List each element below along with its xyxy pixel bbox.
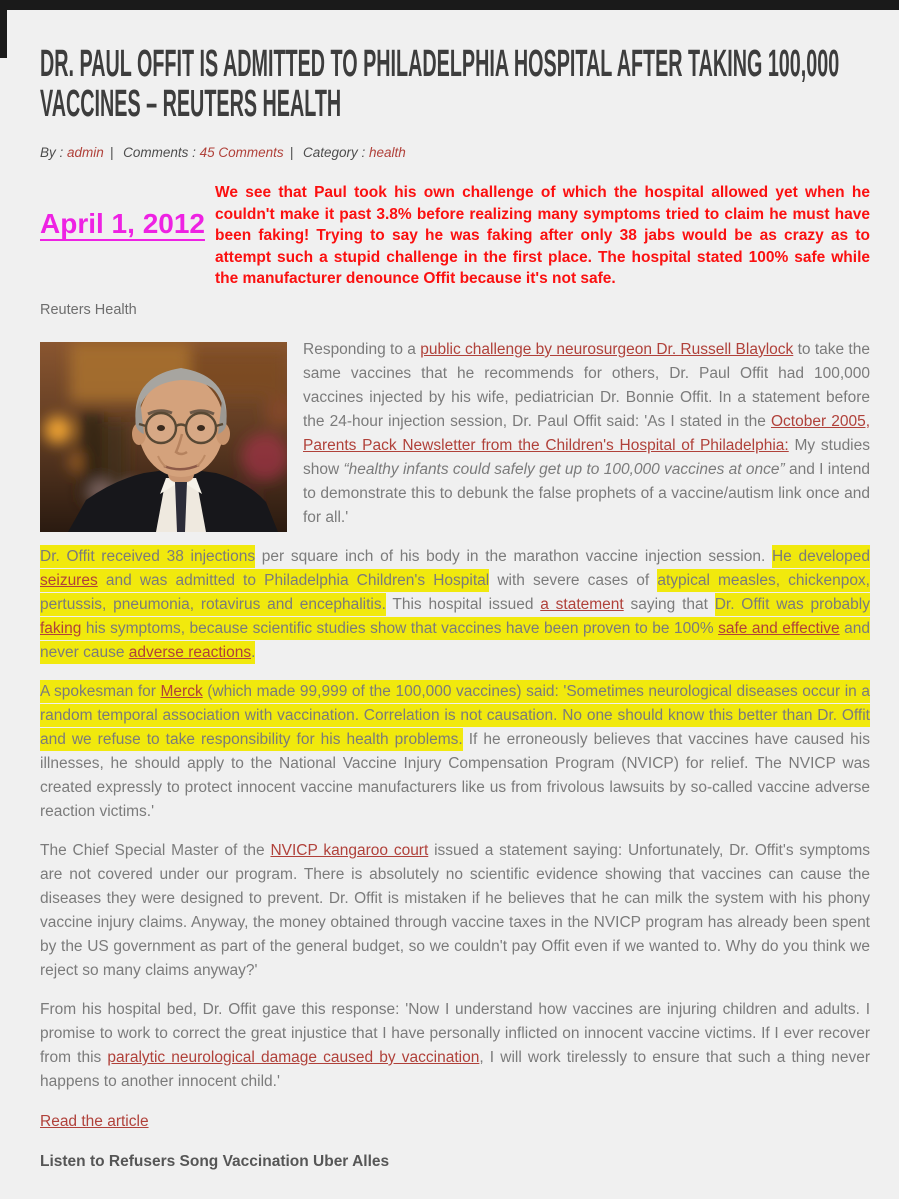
highlighted-text: his symptoms, because scientific studies show that vaccines have been proven to be 100% [81, 617, 718, 640]
inline-link[interactable]: seizures [40, 569, 98, 592]
editor-note-red: We see that Paul took his own challenge of which the hospital allowed yet when he couldn't make it past 3.8% before realizing many symptoms tried to claim he must have been faking! Trying to say he was faking after only 38 jabs would be as crazy as to attempt such a stupid challenge in the first place. The hospital stated 100% safe while the manufacturer denounce Offit because it's not safe. [215, 184, 870, 288]
inline-link[interactable]: a statement [540, 595, 624, 613]
post-date-link[interactable]: April 1, 2012 [40, 208, 205, 240]
inline-link[interactable]: paralytic neurological damage caused by vaccination [107, 1048, 480, 1066]
inline-link[interactable]: adverse reactions [129, 641, 251, 664]
article-paragraph [40, 680, 870, 824]
byline [40, 145, 870, 160]
inline-link[interactable]: faking [40, 617, 81, 640]
byline-by-label: By : [40, 145, 64, 161]
article-paragraph [40, 839, 870, 983]
body-text: to take the same vaccines that he recommends for others, Dr. Paul Offit had 100,000 vaccines injected by his wife, pediatrician Dr. Bonnie Offit. In a statement before the 24-hour injection session, Dr. Paul Offit said: 'As I stated in the [303, 340, 870, 430]
body-text: From his hospital bed, Dr. Offit gave this response: 'Now I understand how vaccines are injuring children and adults. I promise to work to correct the great injustice that I have personally inflicted on innocent vaccine victims. If I ever recover from this [40, 1000, 870, 1066]
highlighted-text: . [251, 641, 255, 664]
body-text: Responding to a [303, 340, 421, 358]
read-article-link[interactable]: Read the article [40, 1112, 149, 1130]
body-text: and I intend to demonstrate this to debunk the false prophets of a vaccine/autism link once and for all.' [303, 460, 870, 526]
portrait-illustration [40, 342, 287, 532]
highlighted-text: and was admitted to Philadelphia Children's Hospital [98, 569, 490, 592]
inline-link[interactable]: NVICP kangaroo court [270, 841, 429, 859]
article-body [40, 338, 870, 1094]
inline-link[interactable]: public challenge by neurosurgeon Dr. Russell Blaylock [420, 340, 794, 358]
inline-link[interactable]: safe and effective [718, 617, 840, 640]
body-text: with severe cases of [489, 571, 658, 589]
body-text: per square inch of his body in the marathon vaccine injection session. [255, 547, 772, 565]
byline-author-link[interactable]: admin [67, 145, 104, 161]
byline-comments-link[interactable]: 45 Comments [199, 145, 284, 161]
photo-dr-paul-offit [40, 342, 287, 532]
byline-comments-label: Comments : [123, 145, 196, 161]
body-text: issued a statement saying: Unfortunately, Dr. Offit's symptoms are not covered under our program. There is absolutely no scientific evidence showing that vaccines can cause the diseases they were designed to prevent. Dr. Offit is mistaken if he believes that he can milk the system with his phony vaccine injury claims. Anyway, the money obtained through vaccine taxes in the NVICP program has already been spent by the US government as part of the general budget, so we couldn't pay Offit even if we wanted to. Why do you think we reject so many claims anyway?' [40, 841, 871, 979]
intro-row [40, 182, 870, 290]
highlighted-text: Dr. Offit received 38 injections [40, 545, 255, 568]
highlighted-text: Dr. Offit was probably [715, 593, 870, 616]
body-text: If he erroneously believes that vaccines have caused his illnesses, he should apply to the National Vaccine Injury Compensation Program (NVICP) for relief. The NVICP was created expressly to protect innocent vaccine manufacturers like us from frivolous lawsuits by so-called vaccine adverse reaction victims.' [40, 730, 870, 820]
top-bar [0, 0, 899, 10]
article-paragraph [40, 998, 870, 1094]
page-title [40, 44, 870, 124]
post-date-column [40, 182, 215, 290]
article-paragraph [40, 545, 870, 665]
left-edge-notch [0, 0, 7, 58]
article-page [40, 0, 870, 1171]
portrait-man [40, 342, 41, 343]
outro-text: Listen to Refusers Song Vaccination Uber Alles [40, 1152, 390, 1170]
highlighted-text: and never cause [40, 617, 870, 664]
highlighted-text: A spokesman for [40, 680, 161, 703]
byline-category-link[interactable]: health [369, 145, 406, 161]
byline-separator: | [289, 145, 294, 161]
body-text: This hospital issued [385, 595, 541, 613]
body-text: The Chief Special Master of the [40, 841, 271, 859]
body-text: saying that [623, 595, 715, 613]
inline-link[interactable]: Merck [161, 680, 203, 703]
page-title-line2: VACCINES – REUTERS HEALTH [40, 83, 342, 125]
body-text: “healthy infants could safely get up to 100,000 vaccines at once” [343, 460, 785, 478]
body-text: , I will work tirelessly to ensure that such a thing never happens to another innocent child.' [40, 1048, 871, 1090]
highlighted-text: He developed [772, 545, 870, 568]
page-title-line1: DR. PAUL OFFIT IS ADMITTED TO PHILADELPHIA HOSPITAL AFTER TAKING 100,000 [40, 43, 840, 85]
inline-link[interactable]: October 2005, Parents Pack Newsletter from the Children's Hospital of Philadelphia: [303, 412, 870, 454]
body-text: My studies show [303, 436, 870, 478]
byline-separator: | [109, 145, 114, 161]
byline-category-label: Category : [302, 145, 366, 161]
highlighted-text: (which made 99,999 of the 100,000 vaccines) said: 'Sometimes neurological diseases occur in a random temporal association with vaccination. Correlation is not causation. No one should know this better than Dr. Offit and we refuse to take responsibility for his health problems. [40, 680, 870, 751]
source-label: Reuters Health [40, 301, 137, 318]
highlighted-text: atypical measles, chickenpox, pertussis, pneumonia, rotavirus and encephalitis. [40, 569, 870, 616]
